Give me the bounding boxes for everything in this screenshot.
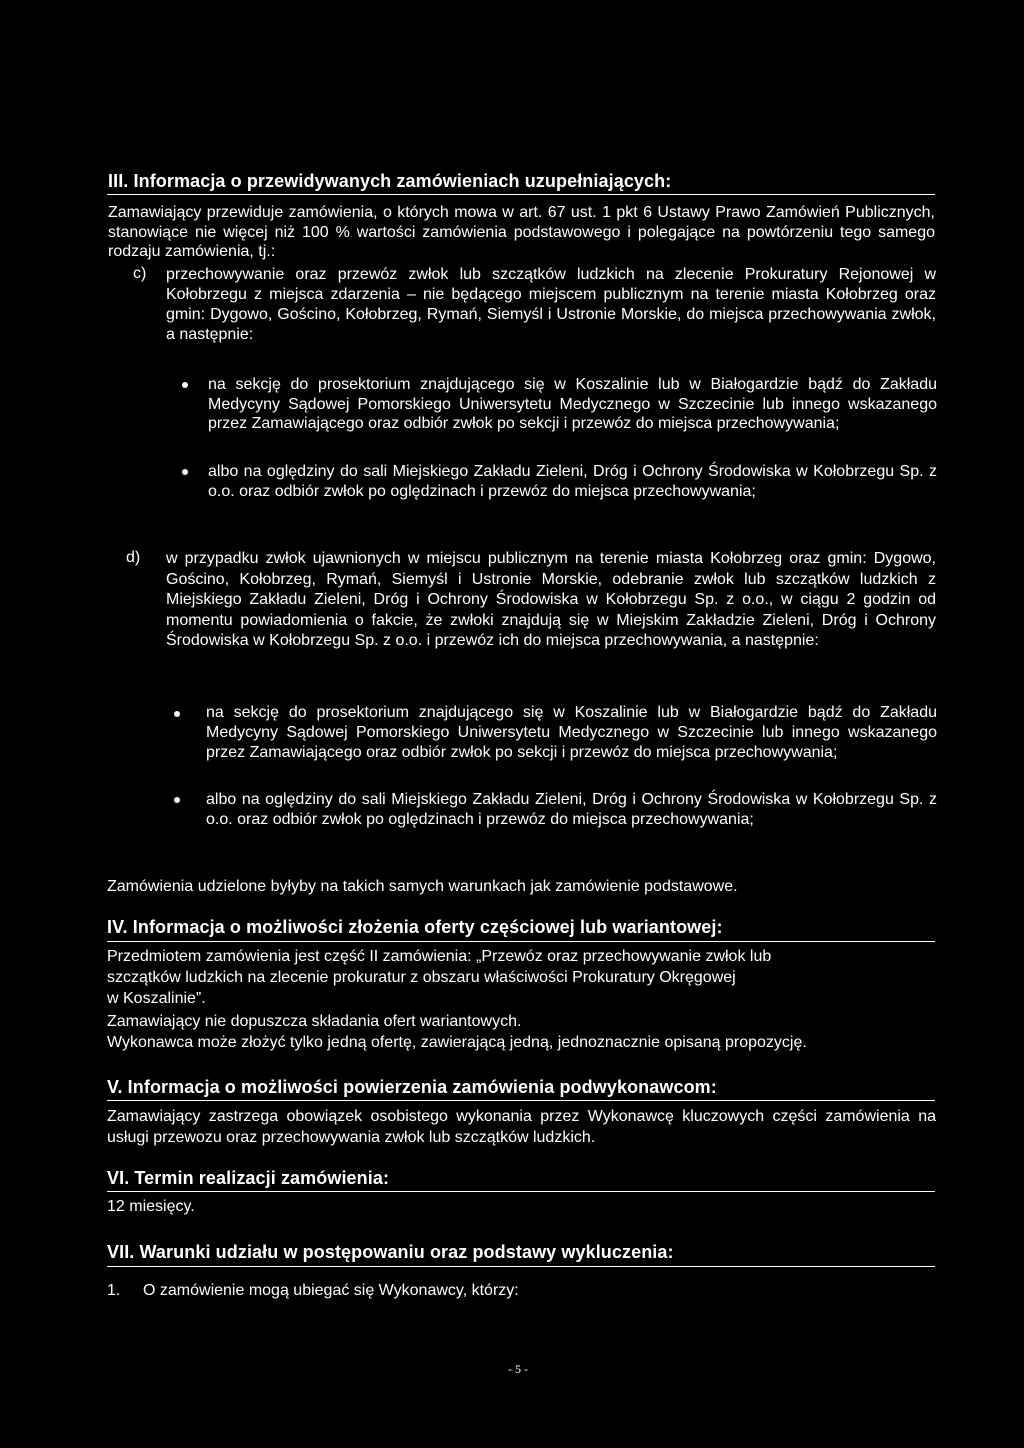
section-7-heading: VII. Warunki udziału w postępowaniu oraz podstawy wykluczenia: (107, 1242, 674, 1262)
section-7-rule (107, 1266, 935, 1267)
bullet-icon (174, 711, 180, 717)
item-d-bullet-1: na sekcję do prosektorium znajdującego się w Koszalinie lub w Białogardzie bądź do Zakładu Medycyny Sądowej Pomorskiego Uniwersytetu Medycznego w Szczecinie lub innego wskazanego przez Zamawiającego oraz odbiór zwłok po sekcji i przewóz do miejsca przechowywania; (206, 704, 937, 761)
item-c-text: przechowywanie oraz przewóz zwłok lub szczątków ludzkich na zlecenie Prokuratury Rejonowej w Kołobrzegu z miejsca zdarzenia – nie będącego miejscem publicznym na terenie miasta Kołobrzeg oraz gmin: Dygowo, Gościno, Kołobrzeg, Rymań, Siemyśl i Ustronie Morskie, do miejsca przechowywania zwłok, a następnie: (166, 266, 936, 343)
section-7-item-number: 1. (107, 1282, 121, 1299)
section-6-rule (107, 1191, 935, 1192)
section-7-item-text: O zamówienie mogą ubiegać się Wykonawcy, którzy: (143, 1282, 519, 1299)
item-d-bullet-2: albo na oględziny do sali Miejskiego Zakładu Zieleni, Dróg i Ochrony Środowiska w Kołobrzegu Sp. z o.o. oraz odbiór zwłok po oględzinach i przewóz do miejsca przechowywania; (206, 791, 937, 828)
section-6-text: 12 miesięcy. (107, 1198, 195, 1215)
item-c-bullet-1: na sekcję do prosektorium znajdującego się w Koszalinie lub w Białogardzie bądź do Zakładu Medycyny Sądowej Pomorskiego Uniwersytetu Medycznego w Szczecinie lub innego wskazanego przez Zamawiającego oraz odbiór zwłok po sekcji i przewóz do miejsca przechowywania; (208, 376, 937, 432)
section-4-line-5: Wykonawca może złożyć tylko jedną ofertę, zawierającą jedną, jednoznacznie opisaną propozycję. (107, 1034, 807, 1051)
item-c-label: c) (133, 265, 147, 282)
item-c-bullet-2: albo na oględziny do sali Miejskiego Zakładu Zieleni, Dróg i Ochrony Środowiska w Kołobrzegu Sp. z o.o. oraz odbiór zwłok po oględzinach i przewóz do miejsca przechowywania; (208, 463, 937, 500)
section-4-heading: IV. Informacja o możliwości złożenia oferty częściowej lub wariantowej: (107, 917, 723, 937)
section-5-rule (107, 1100, 935, 1101)
section-3-rule (107, 194, 935, 195)
section-4-line-3: w Koszalinie”. (107, 990, 206, 1007)
section-4-line-4: Zamawiający nie dopuszcza składania ofert wariantowych. (107, 1013, 522, 1030)
bullet-icon (174, 797, 180, 803)
section-5-text: Zamawiający zastrzega obowiązek osobistego wykonania przez Wykonawcę kluczowych części zamówienia na usługi przewozu oraz przechowywania zwłok lub szczątków ludzkich. (107, 1108, 936, 1146)
section-5-heading: V. Informacja o możliwości powierzenia zamówienia podwykonawcom: (107, 1077, 717, 1097)
bullet-icon (182, 469, 188, 475)
section-3-intro: Zamawiający przewiduje zamówienia, o których mowa w art. 67 ust. 1 pkt 6 Ustawy Prawo Zamówień Publicznych, stanowiące nie więcej niż 100 % wartości zamówienia podstawowego i polegające na powtórzeniu tego samego rodzaju zamówienia, tj.: (108, 204, 935, 260)
section-4-line-2: szczątków ludzkich na zlecenie prokuratur z obszaru właściwości Prokuratury Okręgowej (107, 969, 736, 986)
section-6-heading: VI. Termin realizacji zamówienia: (107, 1168, 390, 1188)
page-number: - 5 - (508, 1362, 528, 1376)
section-4-rule (107, 941, 935, 942)
section-3-heading: III. Informacja o przewidywanych zamówieniach uzupełniających: (108, 171, 672, 191)
bullet-icon (182, 382, 188, 388)
section-3-closing: Zamówienia udzielone byłyby na takich samych warunkach jak zamówienie podstawowe. (107, 878, 738, 895)
item-d-text: w przypadku zwłok ujawnionych w miejscu publicznym na terenie miasta Kołobrzeg oraz gmin: Dygowo, Gościno, Kołobrzeg, Rymań, Siemyśl i Ustronie Morskie, odebranie zwłok lub szczątków ludzkich z Miejskiego Zakładu Zieleni, Dróg i Ochrony Środowiska w Kołobrzegu Sp. z o.o., w ciągu 2 godzin od momentu powiadomienia o fakcie, że zwłoki znajdują się w Miejskim Zakładzie Zieleni, Dróg i Ochrony Środowiska w Kołobrzegu Sp. z o.o. i przewóz ich do miejsca przechowywania, a następnie: (166, 550, 936, 649)
item-d-label: d) (126, 549, 141, 566)
section-4-line-1: Przedmiotem zamówienia jest część II zamówienia: „Przewóz oraz przechowywanie zwłok lub (107, 948, 772, 965)
